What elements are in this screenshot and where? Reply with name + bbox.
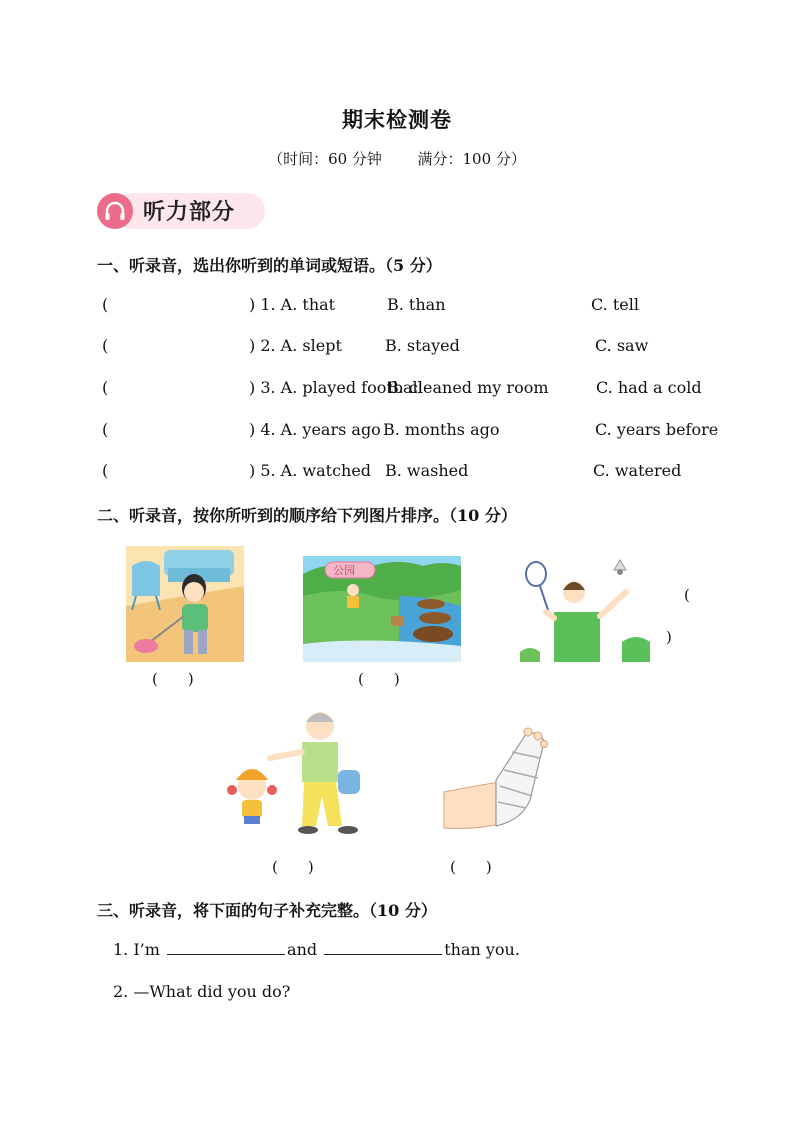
- question-row: [97, 461, 737, 487]
- part1-heading: 一、听录音，选出你听到的单词或短语。（5 分）: [97, 256, 442, 275]
- option-b: B. stayed: [385, 336, 460, 355]
- park-boats-picture: [303, 556, 461, 662]
- answer-paren: (: [102, 295, 109, 314]
- option-a: ) 4. A. years ago: [249, 420, 381, 439]
- badminton-picture: [520, 556, 650, 662]
- question-row: [97, 295, 737, 321]
- vacuuming-picture: [126, 546, 244, 662]
- option-a: ) 5. A. watched: [249, 461, 372, 480]
- picture-answer-slot-close: ): [666, 628, 672, 646]
- answer-paren: (: [102, 420, 109, 439]
- option-b: B. cleaned my room: [387, 378, 549, 397]
- option-a: ) 3. A. played football: [249, 378, 423, 397]
- picture-answer-slot: ( ): [450, 858, 492, 876]
- option-b: B. months ago: [383, 420, 500, 439]
- option-a: ) 2. A. slept: [249, 336, 342, 355]
- grandma-girl-picture: [222, 706, 378, 836]
- sentence-1-start: 1. I’m: [113, 940, 160, 959]
- headphones-icon: [97, 193, 133, 229]
- option-b: B. washed: [385, 461, 469, 480]
- sentence-2: 2. —What did you do?: [113, 982, 291, 1001]
- option-c: C. had a cold: [596, 378, 702, 397]
- option-c: C. years before: [595, 420, 719, 439]
- picture-answer-slot: ( ): [358, 670, 400, 688]
- total-score: 满分：100 分）: [417, 150, 526, 168]
- option-a: ) 1. A. that: [249, 295, 336, 314]
- exam-info: [0, 148, 794, 169]
- question-row: [97, 336, 737, 362]
- answer-paren: (: [102, 378, 109, 397]
- picture-answer-slot: ( ): [272, 858, 314, 876]
- option-c: C. saw: [595, 336, 649, 355]
- park-sign: 公园: [333, 564, 355, 577]
- time-limit: （时间：60 分钟: [268, 150, 382, 168]
- part2-heading: 二、听录音，按你所听到的顺序给下列图片排序。（10 分）: [97, 506, 517, 525]
- question-row: [97, 420, 737, 446]
- question-row: [97, 378, 737, 404]
- option-c: C. watered: [593, 461, 682, 480]
- banner-label: 听力部分: [143, 200, 236, 225]
- answer-blank[interactable]: [167, 940, 285, 955]
- picture-answer-slot: ( ): [152, 670, 194, 688]
- answer-paren: (: [102, 336, 109, 355]
- part3-heading: 三、听录音，将下面的句子补充完整。（10 分）: [97, 901, 437, 920]
- page-title: 期末检测卷: [342, 107, 452, 132]
- sentence-1: [113, 940, 520, 959]
- option-b: B. than: [387, 295, 446, 314]
- sentence-1-mid: and: [287, 940, 318, 959]
- answer-paren: (: [102, 461, 109, 480]
- sentence-1-end: than you.: [444, 940, 520, 959]
- bandaged-foot-picture: [440, 722, 550, 834]
- listening-banner: [97, 191, 267, 231]
- answer-blank[interactable]: [324, 940, 442, 955]
- picture-answer-slot-open: (: [684, 586, 690, 604]
- option-c: C. tell: [591, 295, 639, 314]
